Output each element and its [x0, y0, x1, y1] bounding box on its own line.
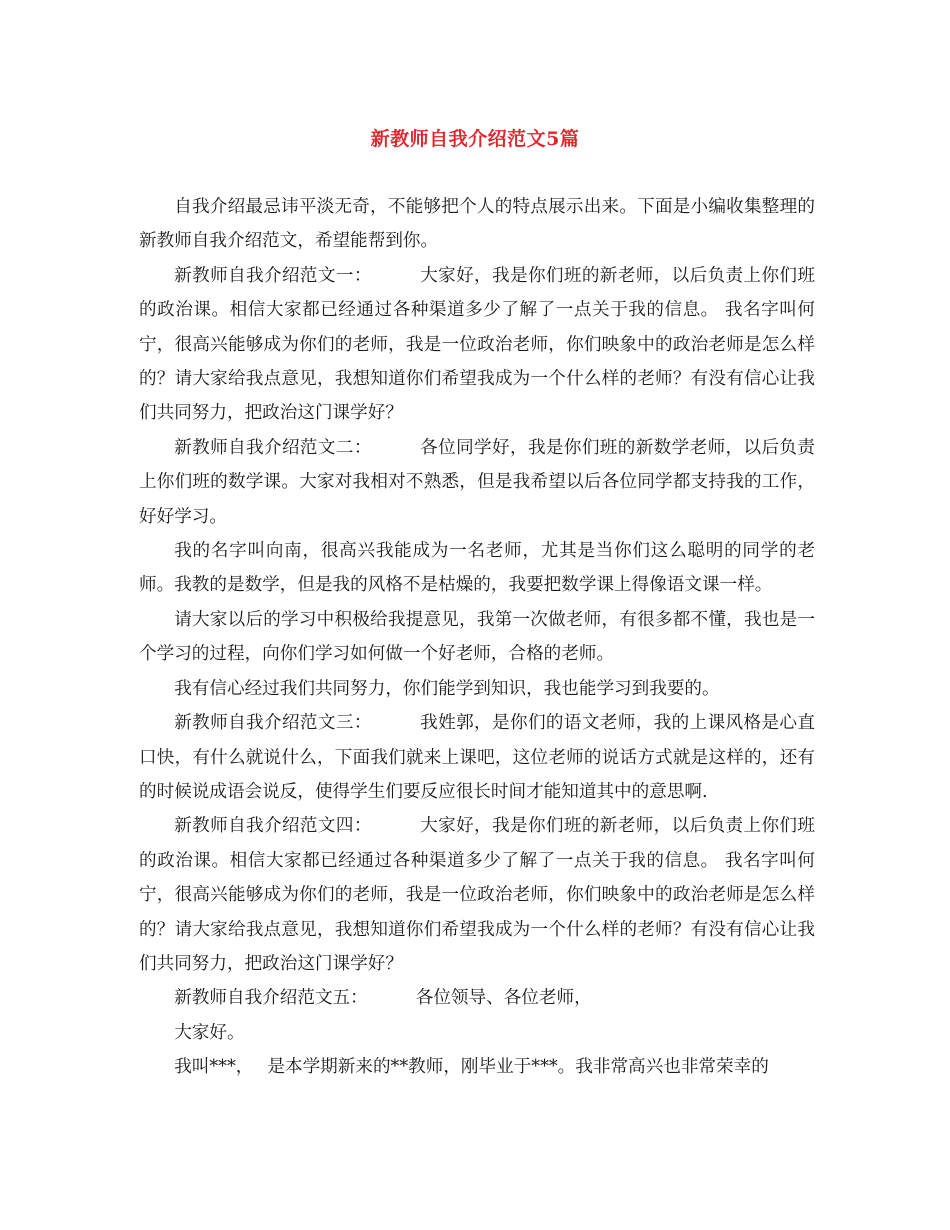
section-heading: 新教师自我介绍范文四： — [174, 816, 372, 837]
paragraph-body — [139, 1016, 815, 1050]
paragraph-text: 我姓郭，是你们的语文老师，我的上课风格是心直口快，有什么就说什么，下面我们就来上课吧，这位老师的说话方式就是这样的，还有的时候说成语会说反，使得学生们要反应很长时间才能知道其中的意思啊. — [139, 713, 815, 802]
paragraph-intro — [139, 190, 815, 259]
document-title: 新教师自我介绍范文5篇 — [370, 128, 580, 150]
paragraph-body — [139, 603, 815, 672]
paragraph-text: 各位领导、各位老师， — [415, 988, 592, 1009]
paragraph-text: 我的名字叫向南，很高兴我能成为一名老师，尤其是当你们这么聪明的同学的老师。我教的是数学，但是我的风格不是枯燥的，我要把数学课上得像语文课一样。 — [139, 541, 815, 596]
paragraph-sample-1 — [139, 259, 815, 431]
paragraph-sample-2 — [139, 431, 815, 534]
paragraph-body — [139, 1050, 815, 1084]
paragraph-body — [139, 672, 815, 706]
paragraph-text: 大家好，我是你们班的新老师，以后负责上你们班的政治课。相信大家都已经通过各种渠道多少了解了一点关于我的信息。 我名字叫何宁，很高兴能够成为你们的老师，我是一位政治老师，你们映象中的政治老师是怎么样的？请大家给我点意见，我想知道你们希望我成为一个什么样的老师？有没有信心让我们共同努力，把政治这门课学好？ — [139, 265, 815, 424]
paragraph-sample-3 — [139, 706, 815, 809]
paragraph-text: 各位同学好，我是你们班的新数学老师，以后负责上你们班的数学课。大家对我相对不熟悉，但是我希望以后各位同学都支持我的工作，好好学习。 — [139, 437, 815, 527]
paragraph-text: 请大家以后的学习中积极给我提意见，我第一次做老师，有很多都不懂，我也是一个学习的过程，向你们学习如何做一个好老师，合格的老师。 — [139, 609, 815, 665]
paragraph-text: 是本学期新来的**教师，刚毕业于***。我非常高兴也非常荣幸的 — [267, 1057, 769, 1078]
paragraph-lead: 我叫***， — [174, 1057, 254, 1078]
paragraph-text: 大家好。 — [174, 1022, 245, 1043]
paragraph-text: 大家好，我是你们班的新老师，以后负责上你们班的政治课。相信大家都已经通过各种渠道多少了解了一点关于我的信息。 我名字叫何宁，很高兴能够成为你们的老师，我是一位政治老师，你们映象中的政治老师是怎么样的？请大家给我点意见，我想知道你们希望我成为一个什么样的老师？有没有信心让我们共同努力，把政治这门课学好？ — [139, 816, 815, 974]
paragraph-body — [139, 534, 815, 603]
section-heading: 新教师自我介绍范文二： — [174, 437, 372, 458]
paragraph-text: 我有信心经过我们共同努力，你们能学到知识，我也能学习到我要的。 — [174, 678, 720, 699]
document-body — [139, 190, 815, 1085]
section-heading: 新教师自我介绍范文一： — [174, 265, 372, 286]
paragraph-text: 自我介绍最忌讳平淡无奇，不能够把个人的特点展示出来。下面是小编收集整理的新教师自我介绍范文，希望能帮到你。 — [139, 197, 815, 252]
section-heading: 新教师自我介绍范文三： — [174, 713, 372, 734]
paragraph-sample-4 — [139, 809, 815, 981]
paragraph-sample-5 — [139, 981, 815, 1015]
section-heading: 新教师自我介绍范文五： — [174, 988, 368, 1009]
